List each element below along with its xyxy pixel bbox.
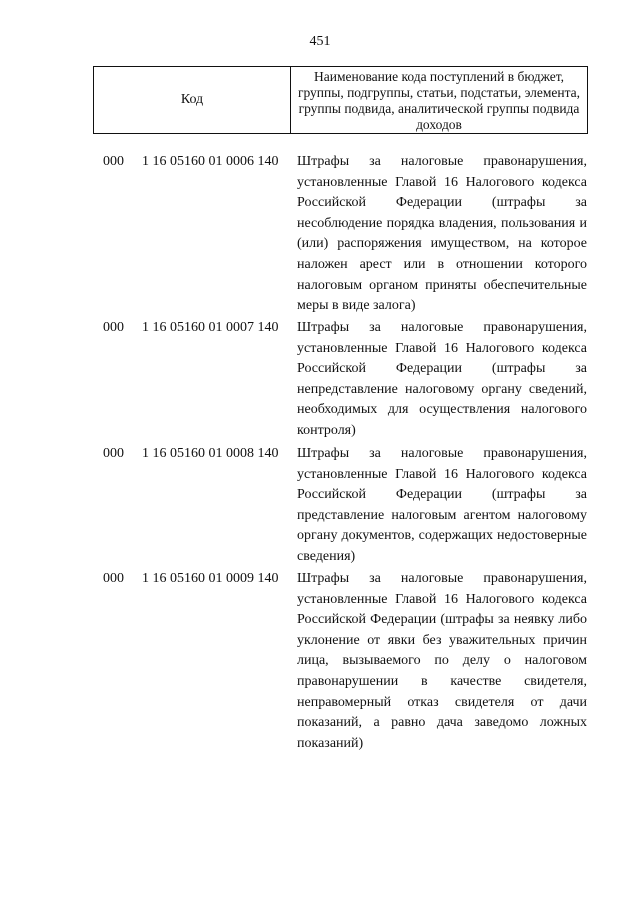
- revenue-description: Штрафы за налоговые правонарушения, установленные Главой 16 Налогового кодекса Российской Федерации (штрафы за представление налоговым агентом налоговому органу документов, содержащих недостоверные сведения): [297, 446, 587, 564]
- revenue-code: 1 16 05160 01 0009 140: [142, 571, 279, 586]
- admin-code: 000: [103, 446, 124, 461]
- revenue-description: Штрафы за налоговые правонарушения, установленные Главой 16 Налогового кодекса Российской Федерации (штрафы за непредставление налоговому органу сведений, необходимых для осуществления налогового контроля): [297, 320, 587, 438]
- header-name-cell: Наименование кода поступлений в бюджет, группы, подгруппы, статьи, подстатьи, элемента, группы подвида, аналитической группы подвида доходов: [297, 69, 581, 132]
- revenue-code: 1 16 05160 01 0007 140: [142, 320, 279, 335]
- revenue-description: Штрафы за налоговые правонарушения, установленные Главой 16 Налогового кодекса Российской Федерации (штрафы за неявку либо уклонение от явки без уважительных причин лица, вызываемого по делу о налоговом правонарушении в качестве свидетеля, неправомерный отказ свидетеля от дачи показаний, а равно дача заведомо ложных показаний): [297, 571, 587, 751]
- table-header: [93, 66, 588, 134]
- admin-code: 000: [103, 320, 124, 335]
- revenue-code: 1 16 05160 01 0006 140: [142, 154, 279, 169]
- revenue-description: Штрафы за налоговые правонарушения, установленные Главой 16 Налогового кодекса Российской Федерации (штрафы за несоблюдение порядка владения, пользования и (или) распоряжения имуществом, на которое наложен арест или в отношении которого налоговым органом приняты обеспечительные меры в виде залога): [297, 154, 587, 314]
- admin-code: 000: [103, 154, 124, 169]
- revenue-code: 1 16 05160 01 0008 140: [142, 446, 279, 461]
- page-number: 451: [309, 34, 331, 49]
- admin-code: 000: [103, 571, 124, 586]
- header-code-cell: Код: [94, 67, 291, 133]
